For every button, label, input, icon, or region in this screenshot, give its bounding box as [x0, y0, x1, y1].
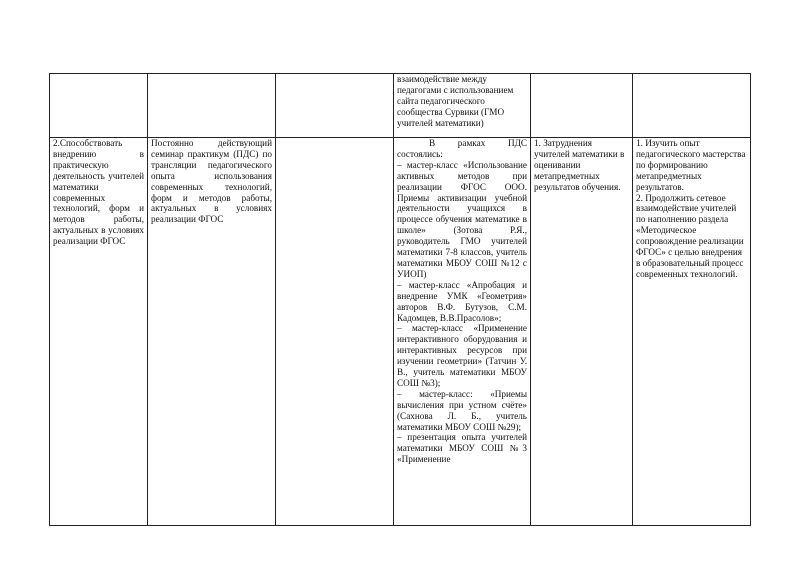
- table-row: [50, 138, 751, 526]
- cell-text: 2. Продолжить сетевое взаимодействие учителей по наполнению раздела «Методическое сопровождение реализации ФГОС» с целью внедрения в образовательный процесс современных технологий.: [636, 192, 744, 279]
- table-row: [50, 74, 751, 138]
- cell-text: – мастер-класс «Использование активных методов при реализации ФГОС ООО. Приемы активизации учебной деятельности учащихся в процессе обучения математике в школе» (Зотова Р.Я., руководитель ГМО учителей математики 7-8 классов, учитель математики МБОУ СОШ №12 с УИОП): [397, 159, 527, 279]
- cell-text: Постоянно действующий семинар практикум (ПДС) по трансляции педагогического опыта использования современных технологий, форм и методов работы, актуальных в условиях реализации ФГОС: [151, 138, 272, 225]
- cell-text: взаимодействие между педагогами с использованием сайта педагогического сообщества Сурвики (ГМО учителей математики): [397, 74, 514, 128]
- cell-tasks: [633, 138, 751, 526]
- cell-text: 1. Изучить опыт педагогического мастерства по формированию метапредметных результатов.: [636, 138, 746, 192]
- cell: [531, 74, 633, 138]
- cell-results: [394, 138, 531, 526]
- cell-goal: [50, 138, 148, 526]
- cell: [276, 138, 394, 526]
- cell-text: – мастер-класс: «Приемы вычисления при устном счёте» (Сахнова Л. Б., учитель математики МБОУ СОШ №29);: [397, 388, 527, 432]
- cell-problems: [531, 138, 633, 526]
- cell: [394, 74, 531, 138]
- cell-text: 2.Способствовать внедрению в практическую деятельность учителей математики современных технологий, форм и методов работы, актуальных в условиях реализации ФГОС: [53, 138, 144, 247]
- cell-text: В рамках ПДС состоялись:: [397, 138, 527, 159]
- cell-text: – мастер-класс «Апробация и внедрение УМК «Геометрия» авторов В.Ф. Бутузов, С.М. Кадомцев, В.В.Прасолов»;: [397, 279, 527, 323]
- cell: [633, 74, 751, 138]
- cell-form: [148, 138, 276, 526]
- cell: [148, 74, 276, 138]
- cell-text: – мастер-класс «Применение интерактивного оборудования и интерактивных ресурсов при изучении геометрии» (Татчин У. В., учитель математики МБОУ СОШ №3);: [397, 323, 527, 388]
- cell-text: 1. Затруднения учителей математики в оценивании метапредметных результатов обучения.: [534, 138, 625, 192]
- cell: [50, 74, 148, 138]
- cell: [276, 74, 394, 138]
- plan-table: [49, 73, 751, 526]
- cell-text: – презентация опыта учителей математики МБОУ СОШ №3 «Применение: [397, 432, 527, 465]
